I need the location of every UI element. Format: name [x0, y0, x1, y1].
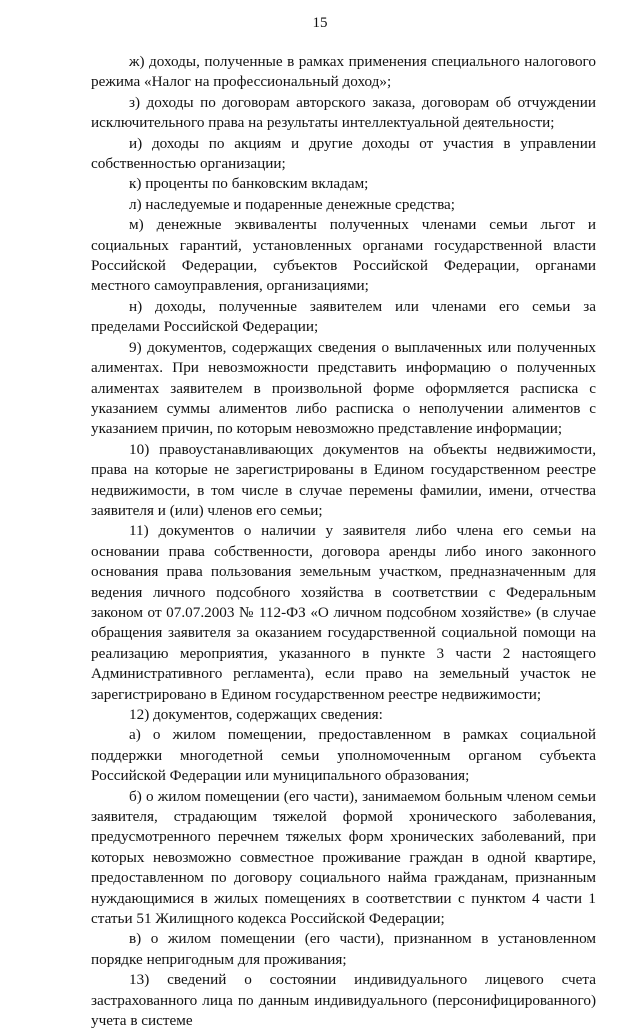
paragraph-item-9-alimony: 9) документов, содержащих сведения о выплаченных или полученных алиментах. При невозможности представить информацию о полученных алиментах заявителем в произвольной форме оформляется расписка с указанием суммы алиментов либо расписка о неполучении алиментов с указанием причин, по которым невозможно представление информации;: [91, 338, 596, 438]
paragraph-item-12-intro: 12) документов, содержащих сведения:: [129, 706, 383, 723]
document-body: [91, 52, 596, 1032]
paragraph-income-shares: и) доходы по акциям и другие доходы от участия в управлении собственностью организации;: [91, 134, 596, 173]
paragraph-benefit-equivalents: м) денежные эквиваленты полученных членами семьи льгот и социальных гарантий, установленных органами государственной власти Российской Федерации, субъектов Российской Федерации, органами местного самоуправления, организациями;: [91, 216, 596, 295]
paragraph-income-professional-tax: ж) доходы, полученные в рамках применения специального налогового режима «Налог на профессиональный доход»;: [91, 53, 596, 91]
paragraph-item-13-insurance-account: 13) сведений о состоянии индивидуального лицевого счета застрахованного лица по данным индивидуального (персонифицированного) учета в системе: [91, 971, 596, 1030]
paragraph-item-11-land-plot: 11) документов о наличии у заявителя либо члена его семьи на основании права собственности, договора аренды либо иного законного основания права пользования земельным участком, предназначенным для ведения личного подсобного хозяйства в соответствии с Федеральным законом от 07.07.2003 № 112-ФЗ «О личном подсобном хозяйстве» (в случае обращения заявителя за оказанием государственной социальной помощи на реализацию мероприятия, указанного в пункте 3 части 2 настоящего Административного регламента), если право на земельный участок не зарегистрировано в Едином государственном реестре недвижимости;: [91, 522, 596, 703]
paragraph-item-10-property-documents: 10) правоустанавливающих документов на объекты недвижимости, права на которые не зарегистрированы в Едином государственном реестре недвижимости, в том числе в случае перемены фамилии, имени, отчества заявителя и (или) членов его семьи;: [91, 440, 596, 519]
paragraph-item-12v: в) о жилом помещении (его части), признанном в установленном порядке непригодным для проживания;: [91, 930, 596, 968]
paragraph-foreign-income: н) доходы, полученные заявителем или членами его семьи за пределами Российской Федерации;: [91, 297, 596, 336]
paragraph-income-author-contracts: з) доходы по договорам авторского заказа, договорам об отчуждении исключительного права на результаты интеллектуальной деятельности;: [91, 93, 596, 132]
paragraph-bank-interest: к) проценты по банковским вкладам;: [129, 175, 369, 193]
page-number: 15: [312, 15, 328, 31]
paragraph-item-12b: б) о жилом помещении (его части), занимаемом больным членом семьи заявителя, страдающим тяжелой формой хронического заболевания, предусмотренного перечнем тяжелых форм хронических заболеваний, при которых невозможно совместное проживание граждан в одной квартире, предоставленном по договору социального найма гражданам, признанным нуждающимися в жилых помещениях в соответствии с пунктом 4 части 1 статьи 51 Жилищного кодекса Российской Федерации;: [91, 787, 596, 928]
paragraph-item-12a: а) о жилом помещении, предоставленном в рамках социальной поддержки многодетной семьи уполномоченным органом субъекта Российской Федерации или муниципального образования;: [91, 726, 596, 785]
paragraph-inherited-funds: л) наследуемые и подаренные денежные средства;: [129, 195, 455, 213]
